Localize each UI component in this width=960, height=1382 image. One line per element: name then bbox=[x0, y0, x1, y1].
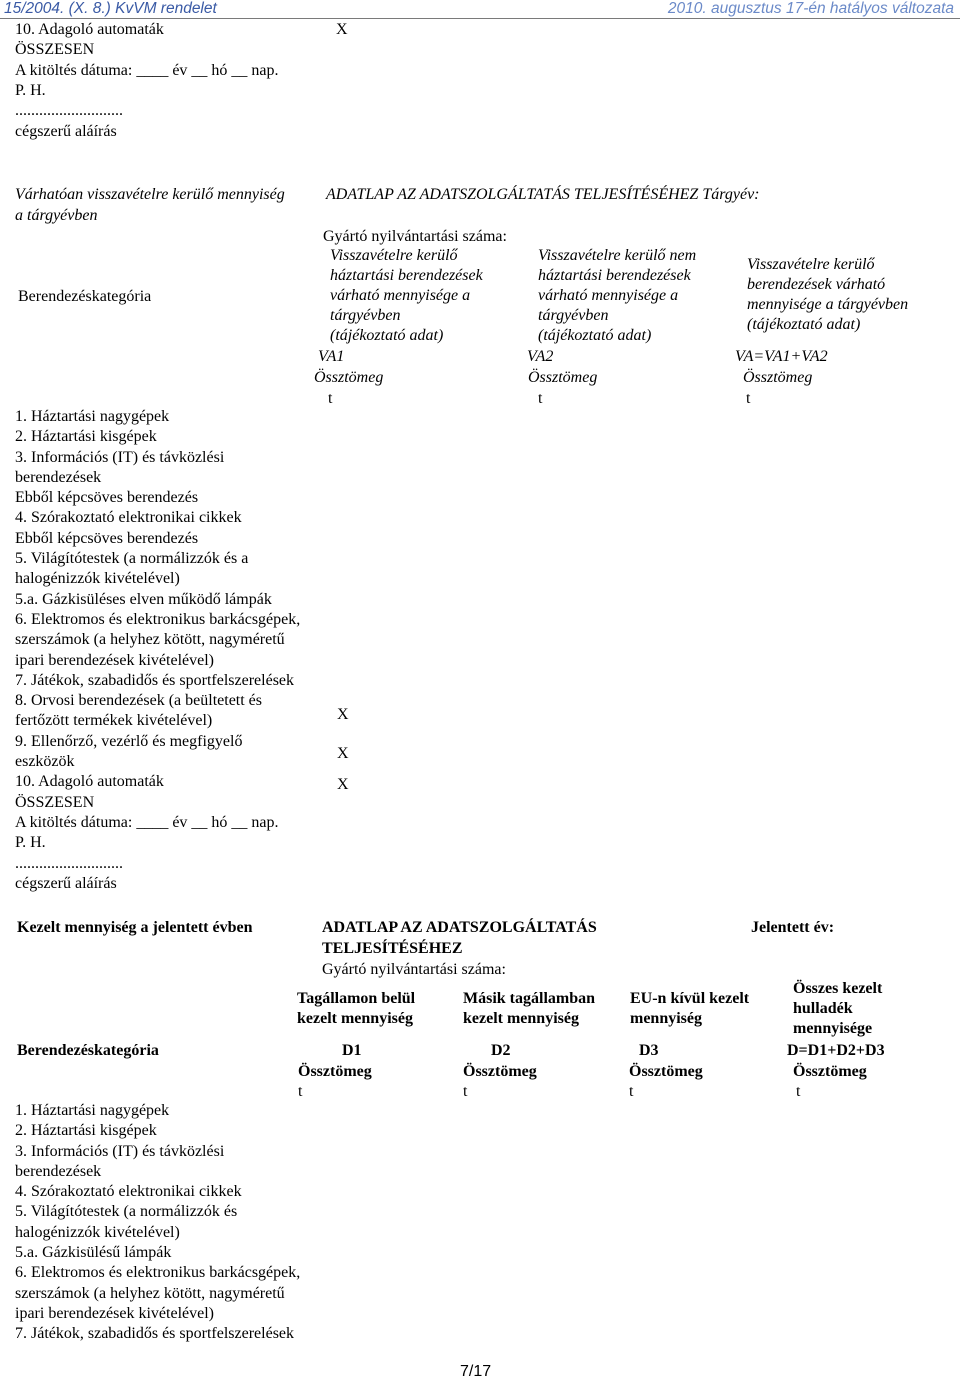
form1-main-title: ADATLAP AZ ADATSZOLGÁLTATÁS TELJESÍTÉSÉHEZ Tárgyév: bbox=[326, 186, 760, 203]
date-line: A kitöltés dátuma: ____ év __ hó __ nap. bbox=[15, 813, 279, 831]
category-row: halogénizzók kivételével) bbox=[15, 1223, 180, 1241]
signature-dots: ........................... bbox=[15, 102, 123, 119]
col2-line: tárgyévben bbox=[538, 307, 609, 324]
col3-line: mennyisége a tárgyévben bbox=[747, 296, 909, 313]
col1-code: VA1 bbox=[318, 348, 345, 365]
form2-col1-header bbox=[297, 989, 415, 1029]
category-row: 8. Orvosi berendezések (a beültetett és bbox=[15, 692, 263, 710]
form2-main-title-2: TELJESÍTÉSÉHEZ bbox=[322, 940, 463, 957]
running-header bbox=[0, 0, 960, 19]
col4-line: hulladék bbox=[793, 1000, 853, 1017]
category-row: Ebből képcsöves berendezés bbox=[15, 529, 199, 547]
col4-line: Összes kezelt bbox=[793, 980, 883, 997]
col2-code: VA2 bbox=[527, 348, 554, 365]
form1-left-title-2: a tárgyévben bbox=[15, 207, 98, 224]
x-mark: X bbox=[337, 745, 349, 762]
category-row: 6. Elektromos és elektronikus barkácsgépek, bbox=[15, 610, 301, 628]
category-row: 9. Ellenőrző, vezérlő és megfigyelő bbox=[15, 732, 243, 750]
form2-category-list bbox=[15, 1101, 300, 1345]
category-row: 5.a. Gázkisülésű lámpák bbox=[15, 1244, 172, 1262]
col3-line: EU-n kívül kezelt bbox=[630, 990, 750, 1007]
x-mark: X bbox=[337, 706, 349, 723]
col4-mass-label: Össztömeg bbox=[793, 1063, 867, 1080]
col1-mass-label: Össztömeg bbox=[314, 369, 384, 386]
col1-line: várható mennyisége a bbox=[330, 287, 471, 304]
category-row: szerszámok (a helyhez kötött, nagyméretű bbox=[15, 631, 285, 649]
col2-line: Másik tagállamban bbox=[463, 990, 596, 1007]
form2-col4-header bbox=[793, 979, 882, 1039]
col1-line: kezelt mennyiség bbox=[297, 1010, 413, 1027]
col3-line: mennyiség bbox=[630, 1010, 702, 1027]
form1-registration-number: Gyártó nyilvántartási száma: bbox=[323, 228, 507, 245]
page-number: 7/17 bbox=[460, 1363, 492, 1380]
form2-main-title: ADATLAP AZ ADATSZOLGÁLTATÁS bbox=[322, 919, 597, 936]
col3-unit: t bbox=[629, 1083, 634, 1100]
signature-label: cégszerű aláírás bbox=[15, 123, 117, 140]
col1-unit: t bbox=[298, 1083, 303, 1100]
col4-unit: t bbox=[796, 1083, 801, 1100]
col2-unit: t bbox=[463, 1083, 468, 1100]
col1-code: D1 bbox=[342, 1042, 362, 1059]
category-row: berendezések bbox=[15, 468, 102, 486]
header-regulation: 15/2004. (X. 8.) KvVM rendelet bbox=[4, 0, 217, 17]
category-row: halogénizzók kivételével) bbox=[15, 570, 180, 588]
signature-label: cégszerű aláírás bbox=[15, 874, 117, 892]
col2-line: (tájékoztató adat) bbox=[538, 327, 652, 344]
col2-line: Visszavételre kerülő nem bbox=[538, 247, 697, 264]
form1-col1-header bbox=[330, 246, 483, 346]
form2-left-title: Kezelt mennyiség a jelentett évben bbox=[17, 919, 253, 936]
col3-line: berendezések várható bbox=[747, 276, 886, 293]
x-mark: X bbox=[337, 776, 349, 793]
category-row: 7. Játékok, szabadidős és sportfelszerelések bbox=[15, 671, 295, 689]
col3-line: (tájékoztató adat) bbox=[747, 316, 861, 333]
x-mark: X bbox=[336, 21, 348, 38]
col1-unit: t bbox=[328, 390, 333, 407]
category-row: 3. Információs (IT) és távközlési bbox=[15, 1142, 225, 1160]
col1-line: háztartási berendezések bbox=[330, 267, 483, 284]
total-label: ÖSSZESEN bbox=[15, 41, 95, 58]
category-row: 3. Információs (IT) és távközlési bbox=[15, 448, 225, 466]
col2-line: várható mennyisége a bbox=[538, 287, 679, 304]
category-row: 2. Háztartási kisgépek bbox=[15, 428, 157, 446]
category-row: 1. Háztartási nagygépek bbox=[15, 408, 170, 425]
form2-col2-header bbox=[463, 989, 595, 1029]
col3-line: Visszavételre kerülő bbox=[747, 256, 875, 273]
col3-mass-label: Össztömeg bbox=[743, 369, 813, 386]
category-row: fertőzött termékek kivételével) bbox=[15, 712, 213, 730]
form1-col3-header bbox=[747, 255, 908, 335]
stamp-label: P. H. bbox=[15, 82, 46, 99]
header-version: 2010. augusztus 17-én hatályos változata bbox=[667, 0, 954, 17]
category-row: 5. Világítótestek (a normálizzók és bbox=[15, 1203, 238, 1221]
form1-col2-header bbox=[538, 246, 696, 346]
col3-code: VA=VA1+VA2 bbox=[735, 348, 828, 365]
category-row: szerszámok (a helyhez kötött, nagyméretű bbox=[15, 1284, 285, 1302]
form2-report-year: Jelentett év: bbox=[751, 919, 835, 936]
category-row: 5. Világítótestek (a normálizzók és a bbox=[15, 550, 249, 568]
category-row: ipari berendezések kivételével) bbox=[15, 1304, 214, 1322]
form1-left-title: Várhatóan visszavételre kerülő mennyiség bbox=[15, 186, 285, 203]
col2-mass-label: Össztömeg bbox=[528, 369, 598, 386]
col1-line: tárgyévben bbox=[330, 307, 401, 324]
date-line: A kitöltés dátuma: ____ év __ hó __ nap. bbox=[15, 62, 279, 79]
category-row: 2. Háztartási kisgépek bbox=[15, 1122, 157, 1140]
col2-mass-label: Össztömeg bbox=[463, 1063, 537, 1080]
category-row: 4. Szórakoztató elektronikai cikkek bbox=[15, 509, 242, 527]
col3-unit: t bbox=[746, 390, 751, 407]
category-row: eszközök bbox=[15, 753, 75, 771]
col1-line: Visszavételre kerülő bbox=[330, 247, 458, 264]
category-row: berendezések bbox=[15, 1162, 102, 1180]
col2-line: kezelt mennyiség bbox=[463, 1010, 579, 1027]
category-row: 7. Játékok, szabadidős és sportfelszerelések bbox=[15, 1325, 295, 1343]
category-row: 10. Adagoló automaták bbox=[15, 773, 164, 791]
col2-line: háztartási berendezések bbox=[538, 267, 691, 284]
category-row: Ebből képcsöves berendezés bbox=[15, 489, 199, 507]
category-row: 4. Szórakoztató elektronikai cikkek bbox=[15, 1183, 242, 1201]
form2-col3-header bbox=[630, 989, 749, 1029]
form1-category-header: Berendezéskategória bbox=[18, 288, 152, 305]
col1-line: (tájékoztató adat) bbox=[330, 327, 444, 344]
category-row: ipari berendezések kivételével) bbox=[15, 651, 214, 669]
total-row: ÖSSZESEN bbox=[15, 793, 95, 811]
col4-line: mennyisége bbox=[793, 1020, 873, 1037]
category-row: 6. Elektromos és elektronikus barkácsgépek, bbox=[15, 1264, 301, 1282]
signature-dots: ........................... bbox=[15, 854, 123, 872]
form2-registration-number: Gyártó nyilvántartási száma: bbox=[322, 961, 506, 978]
col2-code: D2 bbox=[491, 1042, 511, 1059]
form1-category-list bbox=[15, 407, 300, 894]
col4-code: D=D1+D2+D3 bbox=[787, 1042, 885, 1059]
col1-mass-label: Össztömeg bbox=[298, 1063, 372, 1080]
category-row: 5.a. Gázkisüléses elven működő lámpák bbox=[15, 590, 272, 608]
category-row: 1. Háztartási nagygépek bbox=[15, 1102, 170, 1119]
col3-mass-label: Össztömeg bbox=[629, 1063, 703, 1080]
col1-line: Tagállamon belül bbox=[297, 990, 416, 1007]
form2-category-header: Berendezéskategória bbox=[17, 1042, 159, 1059]
col2-unit: t bbox=[538, 390, 543, 407]
item-10-label: 10. Adagoló automaták bbox=[15, 21, 164, 38]
col3-code: D3 bbox=[639, 1042, 659, 1059]
stamp-label: P. H. bbox=[15, 834, 46, 852]
